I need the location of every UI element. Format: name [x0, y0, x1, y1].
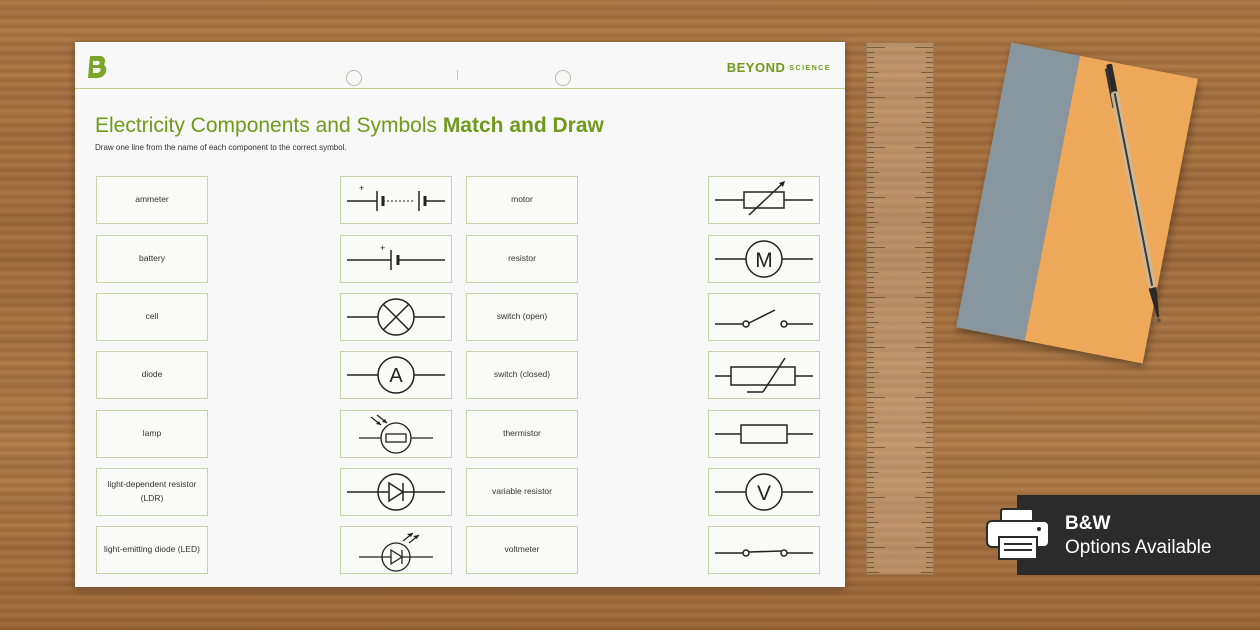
svg-text:V: V	[756, 482, 772, 505]
ruler-tick	[867, 402, 874, 403]
ruler-tick	[867, 137, 874, 138]
ruler-tick	[926, 362, 933, 363]
motor-symbol-box[interactable]	[708, 235, 820, 283]
ruler-tick	[926, 192, 933, 193]
ruler-tick	[867, 212, 874, 213]
ruler-tick	[926, 227, 933, 228]
ruler-tick	[926, 292, 933, 293]
ruler-tick	[926, 182, 933, 183]
ruler-tick	[867, 332, 874, 333]
ruler-tick	[926, 567, 933, 568]
ruler-tick	[867, 87, 874, 88]
ruler-tick	[926, 87, 933, 88]
center-mark	[457, 70, 458, 80]
ruler-tick	[926, 507, 933, 508]
ruler-tick	[867, 417, 874, 418]
ruler-tick	[926, 412, 933, 413]
ruler-tick	[926, 482, 933, 483]
ruler-tick	[915, 247, 933, 248]
brand-logo: BEYOND SCIENCE	[726, 60, 831, 75]
ruler-tick	[867, 497, 885, 498]
thermistor-symbol-icon	[709, 177, 819, 223]
ruler-tick	[867, 162, 874, 163]
ruler-tick	[867, 547, 885, 548]
ruler-tick	[867, 127, 874, 128]
ruler-tick	[926, 487, 933, 488]
resistor-symbol-box[interactable]	[708, 410, 820, 458]
ruler-tick	[867, 282, 874, 283]
ruler-tick	[926, 452, 933, 453]
punch-hole	[555, 70, 571, 86]
ruler-tick	[921, 572, 933, 573]
svg-text:+: +	[380, 243, 386, 253]
name-box-motor[interactable]: motor	[466, 176, 578, 224]
ruler-tick	[921, 272, 933, 273]
cell-symbol-box[interactable]	[340, 235, 452, 283]
ruler-tick	[867, 202, 874, 203]
name-box-battery[interactable]: battery	[96, 235, 208, 283]
ruler-tick	[926, 107, 933, 108]
ruler-tick	[926, 502, 933, 503]
ruler-tick	[867, 217, 874, 218]
name-box-switch-open[interactable]: switch (open)	[466, 293, 578, 341]
punch-hole	[346, 70, 362, 86]
ruler-tick	[926, 432, 933, 433]
ruler-tick	[867, 307, 874, 308]
ruler-tick	[867, 97, 885, 98]
ruler-tick	[867, 437, 874, 438]
led-symbol-box[interactable]	[340, 526, 452, 574]
voltmeter-symbol-icon	[709, 469, 819, 515]
ruler-tick	[926, 252, 933, 253]
switch-closed-symbol-box[interactable]	[708, 526, 820, 574]
switch-open-symbol-box[interactable]	[708, 293, 820, 341]
name-box-diode[interactable]: diode	[96, 351, 208, 399]
ruler-tick	[926, 262, 933, 263]
ruler-tick	[926, 557, 933, 558]
ruler-tick	[867, 167, 874, 168]
name-box-voltmeter[interactable]: voltmeter	[466, 526, 578, 574]
name-box-ammeter[interactable]: ammeter	[96, 176, 208, 224]
ruler-tick	[921, 372, 933, 373]
ruler-tick	[926, 337, 933, 338]
ruler-tick	[867, 442, 874, 443]
battery-symbol-box[interactable]	[340, 176, 452, 224]
ruler-tick	[867, 247, 885, 248]
ruler-tick	[921, 322, 933, 323]
ruler-tick	[926, 67, 933, 68]
ruler-tick	[926, 352, 933, 353]
ruler-tick	[867, 397, 885, 398]
ruler-tick	[926, 312, 933, 313]
ammeter-symbol-box[interactable]	[340, 351, 452, 399]
ruler-tick	[867, 532, 874, 533]
ruler-tick	[867, 142, 874, 143]
ruler-tick	[867, 67, 874, 68]
diode-symbol-box[interactable]	[340, 468, 452, 516]
ruler-tick	[867, 227, 874, 228]
variable-resistor-symbol-box[interactable]	[708, 351, 820, 399]
ldr-symbol-box[interactable]	[340, 410, 452, 458]
ruler-tick	[926, 387, 933, 388]
ruler-tick	[867, 482, 874, 483]
ruler-tick	[867, 342, 874, 343]
ruler-tick	[867, 132, 874, 133]
ruler-tick	[867, 177, 874, 178]
ruler-tick	[867, 152, 874, 153]
ruler-tick	[867, 377, 874, 378]
ruler-tick	[926, 467, 933, 468]
svg-text:M: M	[755, 249, 773, 272]
ruler-tick	[926, 232, 933, 233]
ruler-tick	[867, 197, 885, 198]
ruler-tick	[867, 312, 874, 313]
ruler-tick	[926, 357, 933, 358]
ruler-tick	[926, 517, 933, 518]
ruler-tick	[867, 47, 885, 48]
ruler-tick	[867, 232, 874, 233]
ruler-tick	[867, 257, 874, 258]
ruler-tick	[926, 552, 933, 553]
ruler-tick	[926, 307, 933, 308]
ruler-tick	[926, 407, 933, 408]
ruler-tick	[867, 272, 879, 273]
ruler-tick	[921, 72, 933, 73]
ruler-tick	[867, 552, 874, 553]
svg-text:+: +	[359, 183, 365, 193]
name-box-lamp[interactable]: lamp	[96, 410, 208, 458]
ruler-tick	[926, 112, 933, 113]
ruler-tick	[867, 252, 874, 253]
lamp-symbol-box[interactable]	[340, 293, 452, 341]
ruler-tick	[867, 122, 879, 123]
ruler-tick	[926, 332, 933, 333]
ruler-tick	[926, 327, 933, 328]
ruler-tick	[926, 277, 933, 278]
ruler-tick	[926, 367, 933, 368]
ruler-tick	[867, 112, 874, 113]
ruler-tick	[867, 192, 874, 193]
ruler-tick	[926, 537, 933, 538]
ruler-tick	[926, 212, 933, 213]
ruler-tick	[867, 452, 874, 453]
ruler-tick	[926, 202, 933, 203]
ruler-tick	[867, 382, 874, 383]
battery-symbol-icon	[341, 177, 451, 223]
ruler-tick	[921, 472, 933, 473]
svg-text:A: A	[389, 365, 403, 387]
ruler-tick	[926, 382, 933, 383]
voltmeter-symbol-box[interactable]	[708, 468, 820, 516]
ruler-tick	[915, 97, 933, 98]
ruler-tick	[867, 457, 874, 458]
ruler-tick	[867, 52, 874, 53]
ruler-tick	[921, 172, 933, 173]
ruler-tick	[926, 267, 933, 268]
ruler-tick	[915, 547, 933, 548]
ruler-tick	[867, 527, 874, 528]
ruler-tick	[867, 287, 874, 288]
ruler-tick	[867, 182, 874, 183]
ruler-tick	[867, 512, 874, 513]
ruler-tick	[926, 177, 933, 178]
ruler-tick	[915, 347, 933, 348]
ruler-tick	[926, 492, 933, 493]
name-box-cell[interactable]: cell	[96, 293, 208, 341]
ruler-tick	[926, 62, 933, 63]
resistor-symbol-icon	[709, 411, 819, 457]
ruler-tick	[867, 432, 874, 433]
variable-resistor-symbol-icon	[709, 352, 819, 398]
ruler-tick	[915, 47, 933, 48]
ruler-tick	[867, 502, 874, 503]
ruler-tick	[867, 242, 874, 243]
ruler-tick	[926, 152, 933, 153]
ruler-tick	[926, 242, 933, 243]
ruler-tick	[867, 407, 874, 408]
ruler-tick	[867, 322, 879, 323]
ruler-tick	[915, 147, 933, 148]
ruler-tick	[867, 517, 874, 518]
ruler-tick	[867, 472, 879, 473]
ruler-tick	[867, 477, 874, 478]
switch-open-symbol-icon	[709, 294, 819, 340]
ruler-tick	[867, 92, 874, 93]
ruler-tick	[926, 207, 933, 208]
name-box-switch-closed[interactable]: switch (closed)	[466, 351, 578, 399]
ruler-tick	[926, 157, 933, 158]
ruler-tick	[926, 527, 933, 528]
name-box-resistor[interactable]: resistor	[466, 235, 578, 283]
banner-line2: Options Available	[1065, 537, 1212, 558]
ruler-tick	[926, 102, 933, 103]
led-symbol-icon	[341, 527, 451, 573]
ruler-tick	[926, 287, 933, 288]
ruler-tick	[867, 107, 874, 108]
ruler-tick	[915, 397, 933, 398]
ruler-tick	[867, 302, 874, 303]
ldr-symbol-icon	[341, 411, 451, 457]
ruler-tick	[867, 357, 874, 358]
ruler-tick	[867, 82, 874, 83]
ruler-tick	[926, 437, 933, 438]
ruler-tick	[867, 297, 885, 298]
ruler-tick	[926, 542, 933, 543]
ruler-tick	[867, 57, 874, 58]
ruler-tick	[867, 487, 874, 488]
banner-line1: B&W	[1065, 513, 1111, 534]
ruler-tick	[867, 557, 874, 558]
ruler-tick	[867, 567, 874, 568]
ruler-tick	[867, 467, 874, 468]
name-box-led[interactable]: light-emitting diode (LED)	[96, 526, 208, 574]
ruler-tick	[921, 422, 933, 423]
ruler-tick	[867, 117, 874, 118]
ruler-tick	[926, 77, 933, 78]
ruler-tick	[867, 537, 874, 538]
ruler-tick	[867, 352, 874, 353]
ruler-tick	[926, 462, 933, 463]
switch-closed-symbol-icon	[709, 527, 819, 573]
ruler-tick	[926, 162, 933, 163]
ruler-tick	[867, 447, 885, 448]
ruler-tick	[867, 172, 879, 173]
ruler-tick	[915, 497, 933, 498]
ruler	[866, 42, 934, 575]
ruler-tick	[921, 122, 933, 123]
ruler-tick	[867, 327, 874, 328]
ruler-tick	[867, 337, 874, 338]
ruler-tick	[926, 282, 933, 283]
name-box-ldr[interactable]: light-dependent resistor (LDR)	[96, 468, 208, 516]
motor-symbol-icon	[709, 236, 819, 282]
ruler-tick	[867, 77, 874, 78]
ruler-tick	[926, 302, 933, 303]
ruler-tick	[867, 157, 874, 158]
ruler-tick	[926, 237, 933, 238]
ruler-tick	[867, 572, 879, 573]
ruler-tick	[915, 447, 933, 448]
ruler-tick	[867, 422, 879, 423]
thermistor-symbol-box[interactable]	[708, 176, 820, 224]
ruler-tick	[926, 562, 933, 563]
ruler-tick	[926, 127, 933, 128]
ruler-tick	[867, 207, 874, 208]
ruler-tick	[926, 82, 933, 83]
ruler-tick	[921, 522, 933, 523]
ruler-tick	[926, 392, 933, 393]
ruler-tick	[926, 477, 933, 478]
ruler-tick	[926, 317, 933, 318]
ruler-tick	[867, 102, 874, 103]
ruler-tick	[926, 442, 933, 443]
ruler-tick	[926, 117, 933, 118]
ruler-tick	[867, 392, 874, 393]
ruler-tick	[867, 412, 874, 413]
header-divider	[75, 88, 845, 89]
ruler-tick	[915, 297, 933, 298]
ruler-tick	[926, 532, 933, 533]
cell-symbol-icon	[341, 236, 451, 282]
ruler-tick	[867, 147, 885, 148]
ruler-tick	[926, 52, 933, 53]
ruler-tick	[867, 262, 874, 263]
ruler-tick	[926, 512, 933, 513]
ruler-tick	[926, 257, 933, 258]
ruler-tick	[926, 132, 933, 133]
ruler-tick	[867, 387, 874, 388]
ruler-tick	[867, 317, 874, 318]
ruler-tick	[867, 347, 885, 348]
ruler-tick	[867, 522, 879, 523]
ruler-tick	[926, 187, 933, 188]
ruler-tick	[926, 402, 933, 403]
ruler-tick	[867, 267, 874, 268]
ruler-tick	[867, 72, 879, 73]
name-box-thermistor[interactable]: thermistor	[466, 410, 578, 458]
worksheet-title: Electricity Components and Symbols Match and Draw	[95, 114, 604, 137]
ruler-tick	[867, 237, 874, 238]
bw-options-banner[interactable]	[1017, 495, 1260, 575]
ruler-tick	[921, 222, 933, 223]
ruler-tick	[867, 367, 874, 368]
ruler-tick	[867, 372, 879, 373]
instructions: Draw one line from the name of each component to the correct symbol.	[95, 143, 347, 152]
ruler-tick	[926, 142, 933, 143]
ruler-tick	[867, 562, 874, 563]
worksheet	[75, 42, 845, 587]
ruler-tick	[926, 217, 933, 218]
ruler-tick	[926, 417, 933, 418]
ruler-tick	[867, 187, 874, 188]
ruler-tick	[926, 167, 933, 168]
ruler-tick	[926, 342, 933, 343]
ruler-tick	[926, 137, 933, 138]
ruler-tick	[867, 362, 874, 363]
ruler-tick	[926, 457, 933, 458]
ruler-tick	[926, 427, 933, 428]
ruler-tick	[867, 222, 879, 223]
printer-icon	[983, 505, 1053, 561]
ruler-tick	[867, 62, 874, 63]
ruler-tick	[867, 277, 874, 278]
diode-symbol-icon	[341, 469, 451, 515]
ruler-tick	[867, 292, 874, 293]
ruler-tick	[867, 427, 874, 428]
ammeter-symbol-icon	[341, 352, 451, 398]
name-box-variable-resistor[interactable]: variable resistor	[466, 468, 578, 516]
ruler-tick	[867, 462, 874, 463]
ruler-tick	[926, 92, 933, 93]
ruler-tick	[867, 542, 874, 543]
beyond-logo-icon	[87, 54, 109, 80]
lamp-symbol-icon	[341, 294, 451, 340]
ruler-tick	[926, 57, 933, 58]
ruler-tick	[926, 377, 933, 378]
ruler-tick	[867, 492, 874, 493]
ruler-tick	[867, 507, 874, 508]
ruler-tick	[915, 197, 933, 198]
